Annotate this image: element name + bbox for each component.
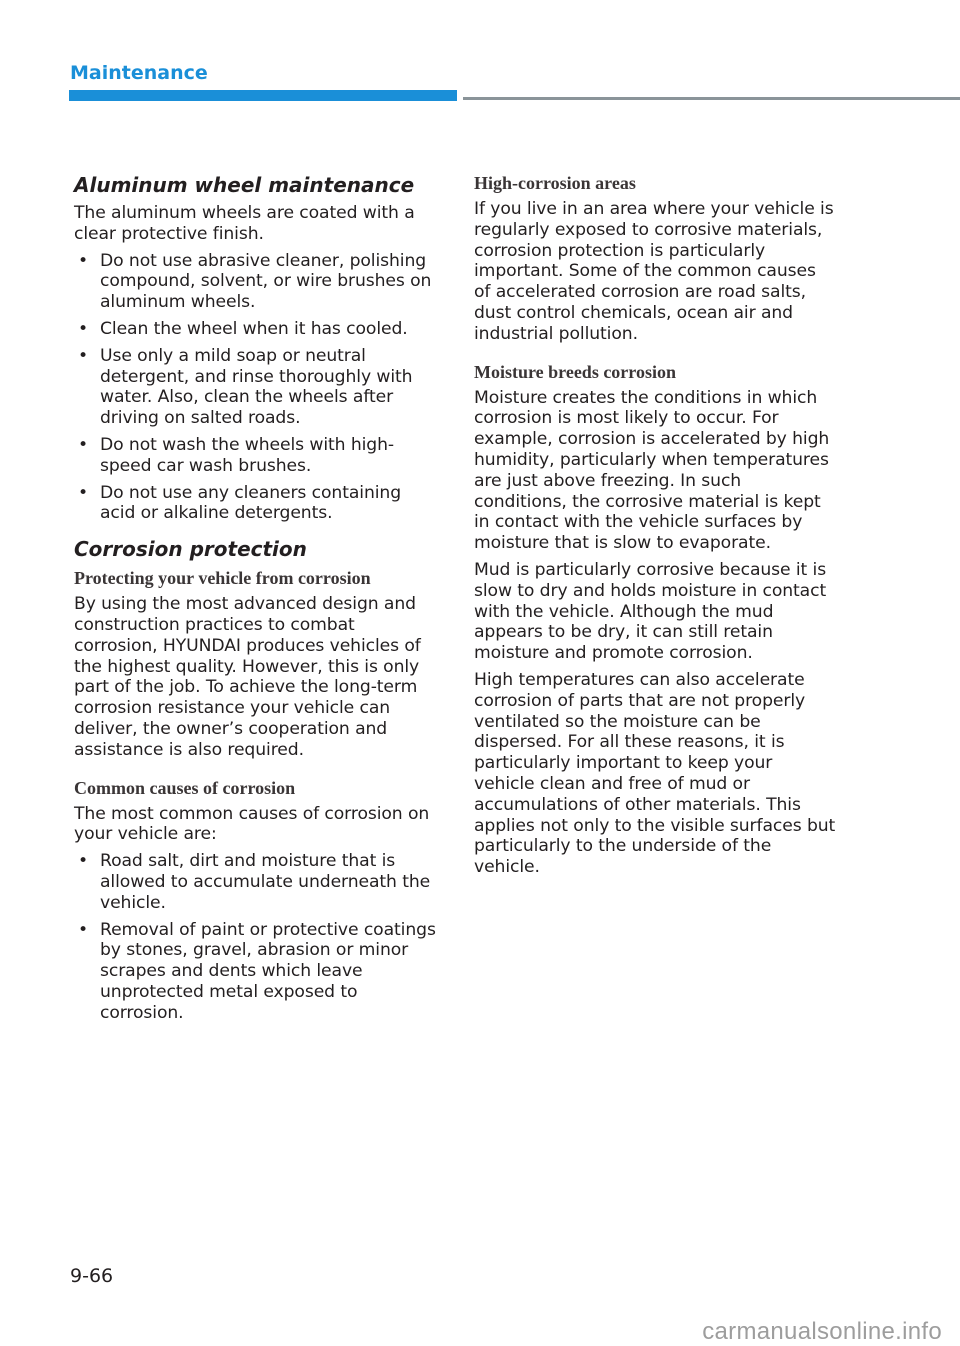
moisture-paragraph: Moisture creates the conditions in which corrosion is most likely to occur. For example, corrosion is accelerated by high humidity, particularly when temperatures are just above freezing. In such conditions, the corrosive material is kept in contact with the vehicle surfaces by moisture that is slow to evaporate. xyxy=(474,387,830,554)
aluminum-wheel-heading: Aluminum wheel maintenance xyxy=(74,173,415,197)
left-column xyxy=(74,172,436,1030)
page-number: 9-66 xyxy=(70,1265,114,1287)
list-item: • Do not use any cleaners containing acid or alkaline detergents. xyxy=(74,483,436,525)
list-item: • Use only a mild soap or neutral detergent, and rinse thoroughly with water. Also, clean the wheels after driving on salted roads. xyxy=(74,346,436,429)
protecting-vehicle-heading: Protecting your vehicle from corrosion xyxy=(74,568,371,589)
moisture-paragraph: Mud is particularly corrosive because it is slow to dry and holds moisture in contact with the vehicle. Although the mud appears to be dry, it can still retain moisture and promote corrosion. xyxy=(474,559,827,664)
common-causes-intro: The most common causes of corrosion on your vehicle are: xyxy=(74,803,430,845)
right-column xyxy=(474,172,836,884)
aluminum-wheel-list xyxy=(74,251,436,525)
common-causes-heading: Common causes of corrosion xyxy=(74,777,296,798)
header-accent-rule xyxy=(69,90,457,101)
moisture-heading: Moisture breeds corrosion xyxy=(474,361,676,382)
header-divider-rule xyxy=(463,97,960,100)
list-item: • Removal of paint or protective coatings by stones, gravel, abrasion or minor scrapes and dents which leave unprotected metal exposed to corrosion. xyxy=(74,920,436,1024)
high-corrosion-section xyxy=(474,172,836,345)
moisture-paragraph: High temperatures can also accelerate corrosion of parts that are not properly ventilated so the moisture can be dispersed. For all these reasons, it is particularly important to keep your vehicle clean and free of mud or accumulations of other materials. This applies not only to the visible surfaces but particularly to the underside of the vehicle. xyxy=(474,669,836,878)
common-causes-list xyxy=(74,851,436,1023)
protecting-vehicle-text: By using the most advanced design and construction practices to combat corrosion, HYUNDAI produces vehicles of the highest quality. However, this is only part of the job. To achieve the long-term corrosion resistance your vehicle can deliver, the owner’s cooperation and assistance is also required. xyxy=(74,594,421,760)
corrosion-protection-section xyxy=(74,536,436,1023)
watermark-text: carmanualsonline.info xyxy=(702,1318,942,1345)
list-item: • Do not use abrasive cleaner, polishing compound, solvent, or wire brushes on aluminum wheels. xyxy=(74,251,436,313)
aluminum-wheel-intro: The aluminum wheels are coated with a clear protective finish. xyxy=(74,203,415,244)
aluminum-wheel-section xyxy=(74,172,436,524)
list-item: • Clean the wheel when it has cooled. xyxy=(74,319,436,340)
moisture-section xyxy=(474,361,836,878)
high-corrosion-text: If you live in an area where your vehicle is regularly exposed to corrosive materials, corrosion protection is particularly important. Some of the common causes of accelerated corrosion are road salts, dust control chemicals, ocean air and industrial pollution. xyxy=(474,199,834,344)
list-item: • Do not wash the wheels with high-speed car wash brushes. xyxy=(74,435,436,477)
high-corrosion-heading: High-corrosion areas xyxy=(474,173,636,193)
corrosion-protection-heading: Corrosion protection xyxy=(74,537,307,562)
section-title: Maintenance xyxy=(70,62,208,84)
list-item: • Road salt, dirt and moisture that is allowed to accumulate underneath the vehicle. xyxy=(74,851,436,913)
